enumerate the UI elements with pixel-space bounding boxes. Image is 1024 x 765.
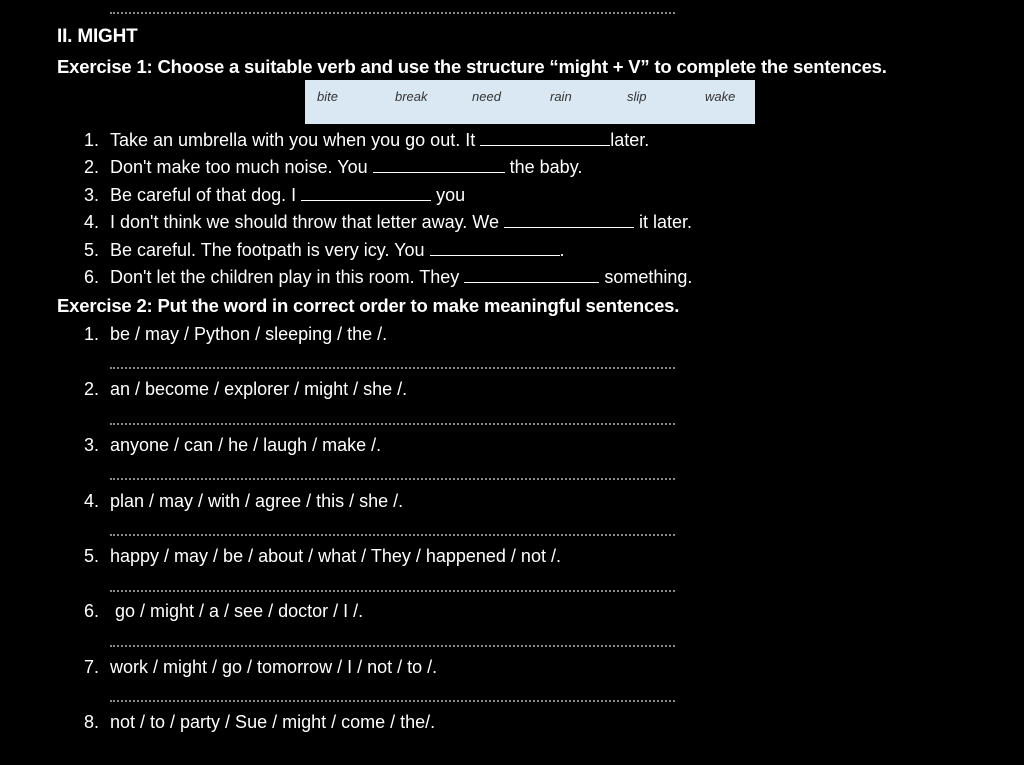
section-title: II. MIGHT bbox=[57, 26, 138, 47]
word-bank-item: rain bbox=[550, 89, 572, 104]
word-bank-item: bite bbox=[317, 89, 338, 104]
item-number: 7. bbox=[84, 657, 100, 677]
scrambled-words: go / might / a / see / doctor / I /. bbox=[115, 601, 364, 621]
item-number: 2. bbox=[84, 157, 100, 177]
item-number: 3. bbox=[84, 435, 100, 455]
scrambled-words: be / may / Python / sleeping / the /. bbox=[110, 324, 388, 344]
word-bank-item: break bbox=[395, 89, 428, 104]
top-dotted-divider bbox=[110, 12, 675, 14]
sentence-after: the baby. bbox=[509, 157, 583, 177]
answer-line[interactable] bbox=[110, 700, 675, 702]
exercise2-item-1 bbox=[84, 324, 387, 345]
exercise1-item-3 bbox=[84, 185, 465, 206]
sentence-before: Be careful of that dog. I bbox=[110, 185, 297, 205]
scrambled-words: work / might / go / tomorrow / I / not / to /. bbox=[110, 657, 438, 677]
scrambled-words: plan / may / with / agree / this / she /. bbox=[110, 491, 404, 511]
word-bank-item: slip bbox=[627, 89, 647, 104]
exercise1-item-1 bbox=[84, 130, 649, 151]
item-number: 6. bbox=[84, 601, 100, 621]
answer-blank[interactable] bbox=[480, 131, 610, 146]
exercise1-title: Exercise 1: Choose a suitable verb and use the structure “might + V” to complete the sentences. bbox=[57, 56, 887, 77]
sentence-after: later. bbox=[610, 130, 650, 150]
answer-blank[interactable] bbox=[373, 158, 505, 173]
exercise1-item-6 bbox=[84, 267, 692, 288]
item-number: 2. bbox=[84, 379, 100, 399]
answer-blank[interactable] bbox=[301, 186, 431, 201]
sentence-after: it later. bbox=[639, 212, 693, 232]
sentence-after: you bbox=[436, 185, 466, 205]
answer-line[interactable] bbox=[110, 367, 675, 369]
sentence-before: I don't think we should throw that letter away. We bbox=[110, 212, 499, 232]
answer-line[interactable] bbox=[110, 534, 675, 536]
scrambled-words: happy / may / be / about / what / They / happened / not /. bbox=[110, 546, 561, 566]
exercise2-item-7 bbox=[84, 657, 437, 678]
exercise1-item-5 bbox=[84, 240, 565, 261]
sentence-after: something. bbox=[604, 267, 693, 287]
exercise2-item-5 bbox=[84, 546, 561, 567]
answer-blank[interactable] bbox=[430, 241, 560, 256]
word-bank-item: wake bbox=[705, 89, 736, 104]
exercise1-item-4 bbox=[84, 212, 692, 233]
answer-line[interactable] bbox=[110, 590, 675, 592]
sentence-before: Be careful. The footpath is very icy. You bbox=[110, 240, 425, 260]
item-number: 5. bbox=[84, 240, 100, 260]
answer-line[interactable] bbox=[110, 478, 675, 480]
item-number: 1. bbox=[84, 130, 100, 150]
sentence-before: Take an umbrella with you when you go out. It bbox=[110, 130, 476, 150]
exercise2-title: Exercise 2: Put the word in correct order to make meaningful sentences. bbox=[57, 295, 680, 316]
exercise2-item-3 bbox=[84, 435, 381, 456]
item-number: 4. bbox=[84, 491, 100, 511]
exercise2-item-2 bbox=[84, 379, 407, 400]
scrambled-words: an / become / explorer / might / she /. bbox=[110, 379, 408, 399]
sentence-before: Don't make too much noise. You bbox=[110, 157, 368, 177]
sentence-before: Don't let the children play in this room. They bbox=[110, 267, 460, 287]
word-bank-box bbox=[305, 80, 755, 124]
item-number: 6. bbox=[84, 267, 100, 287]
word-bank-item: need bbox=[472, 89, 501, 104]
exercise2-item-8 bbox=[84, 712, 435, 733]
exercise2-item-4 bbox=[84, 491, 403, 512]
scrambled-words: anyone / can / he / laugh / make /. bbox=[110, 435, 382, 455]
sentence-after: . bbox=[559, 240, 565, 260]
item-number: 3. bbox=[84, 185, 100, 205]
exercise1-item-2 bbox=[84, 157, 582, 178]
item-number: 8. bbox=[84, 712, 100, 732]
item-number: 1. bbox=[84, 324, 100, 344]
answer-line[interactable] bbox=[110, 423, 675, 425]
item-number: 4. bbox=[84, 212, 100, 232]
answer-blank[interactable] bbox=[464, 268, 599, 283]
exercise2-item-6 bbox=[84, 601, 363, 622]
scrambled-words: not / to / party / Sue / might / come / the/. bbox=[110, 712, 436, 732]
item-number: 5. bbox=[84, 546, 100, 566]
answer-blank[interactable] bbox=[504, 213, 634, 228]
answer-line[interactable] bbox=[110, 645, 675, 647]
